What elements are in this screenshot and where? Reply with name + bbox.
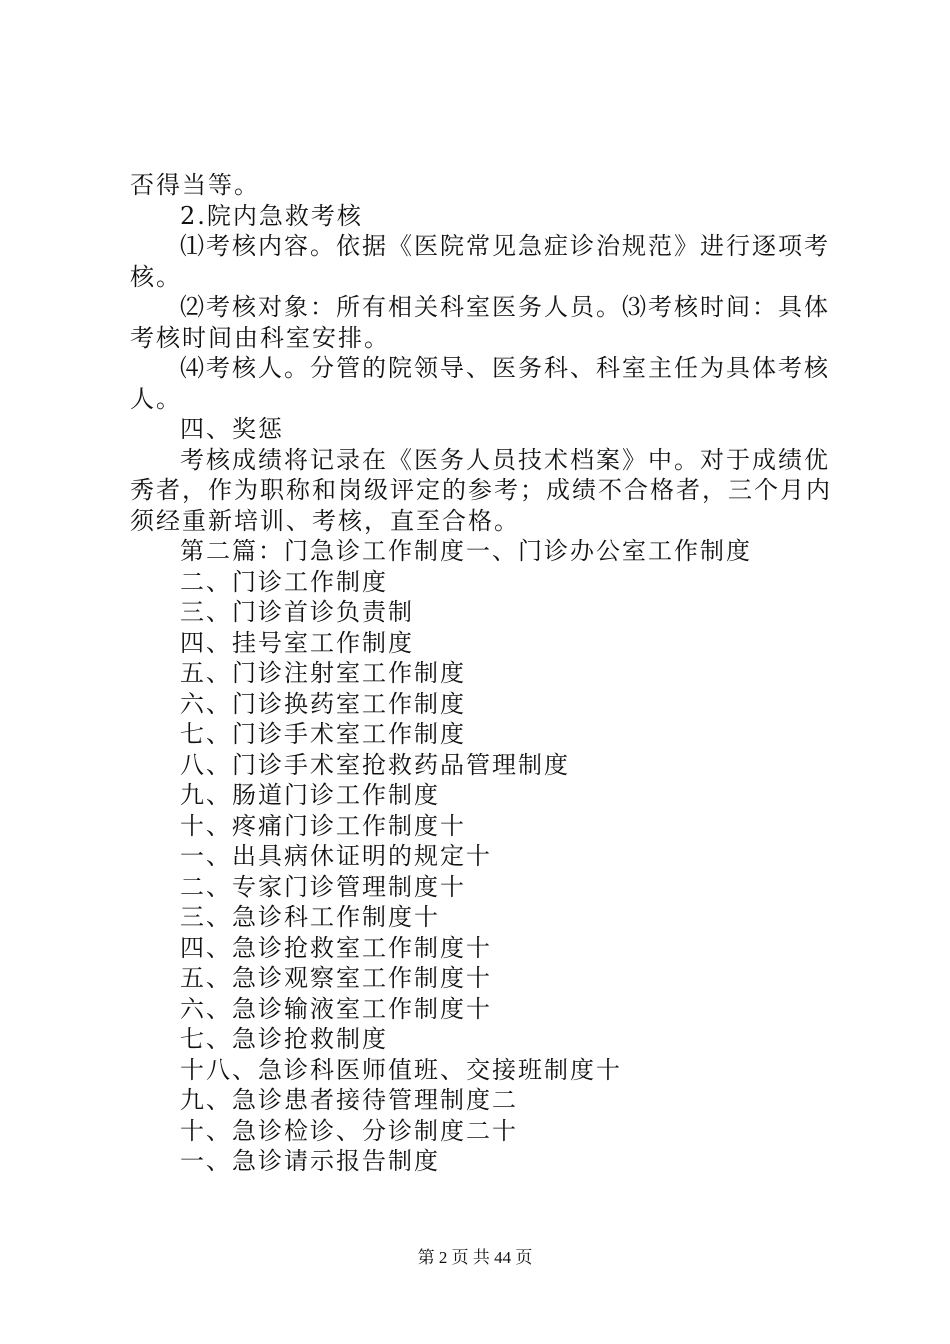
text-line: 六、门诊换药室工作制度	[180, 689, 466, 718]
text-line: 四、挂号室工作制度	[180, 628, 414, 657]
text-line: 2.院内急救考核	[180, 201, 363, 230]
text-line: 秀者，作为职称和岗级评定的参考；成绩不合格者，三个月内	[130, 476, 832, 504]
text-line: ⑵考核对象：所有相关科室医务人员。⑶考核时间：具体	[180, 293, 830, 321]
text-line: 五、急诊观察室工作制度十	[180, 964, 492, 992]
text-line: 三、急诊科工作制度十	[180, 903, 440, 931]
page-footer: 第 2 页 共 44 页	[417, 1248, 533, 1267]
text-line: 考核成绩将记录在《医务人员技术档案》中。对于成绩优	[180, 445, 830, 474]
text-line: 九、急诊患者接待管理制度二	[180, 1086, 518, 1114]
text-line: 七、门诊手术室工作制度	[180, 720, 466, 748]
text-line: 核。	[130, 262, 182, 291]
text-line: 十、急诊检诊、分诊制度二十	[180, 1116, 518, 1145]
text-line: 须经重新培训、考核，直至合格。	[130, 506, 520, 535]
text-line: 一、出具病休证明的规定十	[180, 842, 492, 870]
text-line: 二、门诊工作制度	[180, 567, 388, 596]
text-line: ⑷考核人。分管的院领导、医务科、科室主任为具体考核	[180, 354, 830, 382]
text-line: 八、门诊手术室抢救药品管理制度	[180, 750, 570, 779]
text-line: ⑴考核内容。依据《医院常见急症诊治规范》进行逐项考	[180, 232, 830, 260]
text-line: 五、门诊注射室工作制度	[180, 659, 466, 687]
text-line: 六、急诊输液室工作制度十	[180, 994, 492, 1023]
text-line: 人。	[130, 384, 182, 413]
text-line: 一、急诊请示报告制度	[180, 1147, 440, 1175]
text-line: 考核时间由科室安排。	[130, 323, 390, 352]
document-body	[130, 170, 830, 1177]
text-line: 否得当等。	[130, 171, 260, 199]
text-line: 三、门诊首诊负责制	[180, 598, 414, 626]
text-line: 四、急诊抢救室工作制度十	[180, 933, 492, 962]
text-line: 十八、急诊科医师值班、交接班制度十	[180, 1055, 622, 1084]
text-line: 七、急诊抢救制度	[180, 1025, 388, 1053]
text-line: 第二篇：门急诊工作制度一、门诊办公室工作制度	[180, 537, 752, 565]
text-line: 九、肠道门诊工作制度	[180, 781, 440, 809]
text-line: 二、专家门诊管理制度十	[180, 872, 466, 901]
text-line: 十、疼痛门诊工作制度十	[180, 811, 466, 840]
text-line: 四、奖惩	[180, 415, 284, 443]
